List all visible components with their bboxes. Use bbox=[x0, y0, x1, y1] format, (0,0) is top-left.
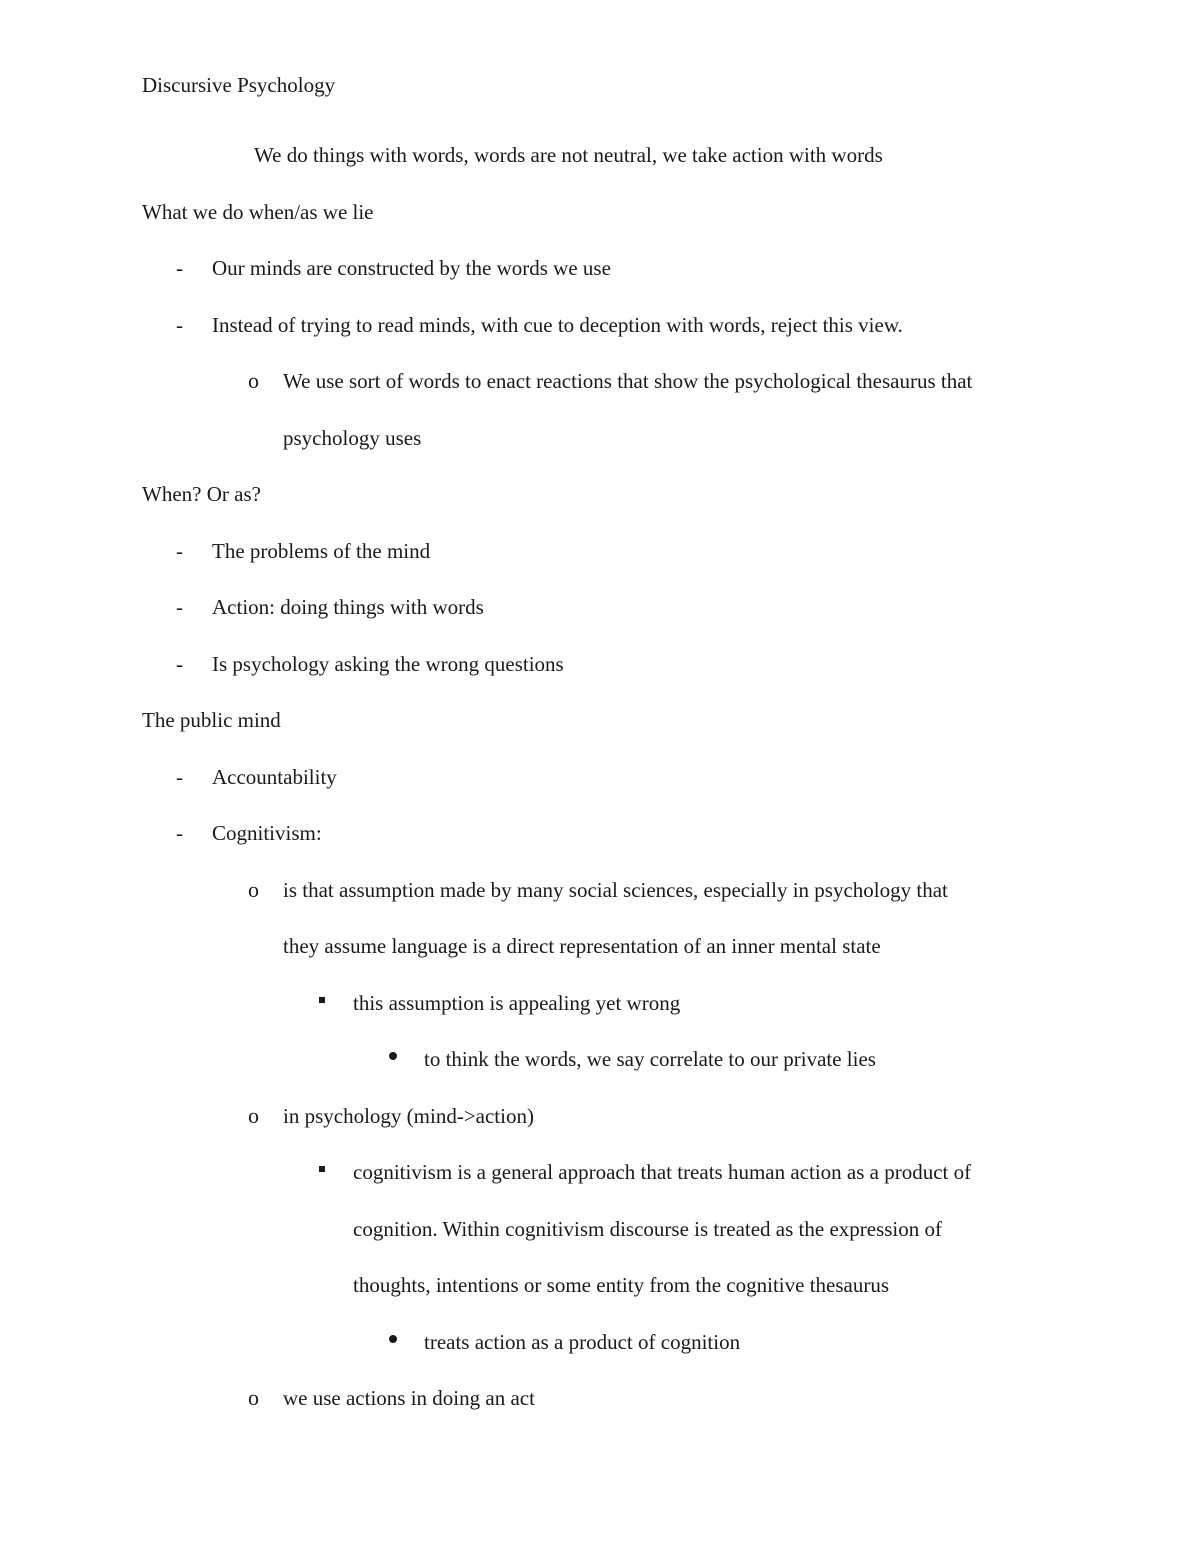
list-item: Our minds are constructed by the words we use bbox=[212, 256, 611, 280]
section-heading: When? Or as? bbox=[142, 482, 261, 506]
dash-bullet: - bbox=[176, 595, 183, 619]
square-bullet bbox=[319, 997, 325, 1003]
dash-bullet: - bbox=[176, 313, 183, 337]
list-item: in psychology (mind->action) bbox=[283, 1104, 534, 1128]
circle-bullet: o bbox=[248, 1103, 259, 1128]
list-item: cognitivism is a general approach that treats human action as a product of bbox=[353, 1160, 972, 1184]
square-bullet bbox=[319, 1166, 325, 1172]
circle-bullet: o bbox=[248, 368, 259, 393]
list-item-continuation: cognition. Within cognitivism discourse is treated as the expression of bbox=[353, 1217, 942, 1241]
list-item: Cognitivism: bbox=[212, 821, 322, 845]
document-title: Discursive Psychology bbox=[142, 73, 336, 97]
dash-bullet: - bbox=[176, 652, 183, 676]
circle-bullet: o bbox=[248, 1385, 259, 1410]
list-item: treats action as a product of cognition bbox=[424, 1330, 741, 1354]
list-item: Accountability bbox=[212, 765, 337, 789]
dash-bullet: - bbox=[176, 821, 183, 845]
list-item: Action: doing things with words bbox=[212, 595, 484, 619]
round-bullet bbox=[389, 1335, 397, 1343]
list-item: Is psychology asking the wrong questions bbox=[212, 652, 564, 676]
dash-bullet: - bbox=[176, 539, 183, 563]
list-item: Instead of trying to read minds, with cue to deception with words, reject this view. bbox=[212, 313, 903, 337]
list-item-continuation: they assume language is a direct representation of an inner mental state bbox=[283, 934, 881, 958]
circle-bullet: o bbox=[248, 877, 259, 902]
dash-bullet: - bbox=[176, 256, 183, 280]
round-bullet bbox=[389, 1052, 397, 1060]
section-heading: What we do when/as we lie bbox=[142, 200, 374, 224]
list-item: to think the words, we say correlate to our private lies bbox=[424, 1047, 876, 1071]
list-item: this assumption is appealing yet wrong bbox=[353, 991, 681, 1015]
list-item: We use sort of words to enact reactions that show the psychological thesaurus that bbox=[283, 369, 973, 393]
list-item-continuation: thoughts, intentions or some entity from the cognitive thesaurus bbox=[353, 1273, 890, 1297]
section-heading: The public mind bbox=[142, 708, 281, 732]
list-item: is that assumption made by many social sciences, especially in psychology that bbox=[283, 878, 948, 902]
document-subtitle: We do things with words, words are not neutral, we take action with words bbox=[254, 143, 883, 167]
list-item: we use actions in doing an act bbox=[283, 1386, 535, 1410]
list-item-continuation: psychology uses bbox=[283, 426, 422, 450]
list-item: The problems of the mind bbox=[212, 539, 431, 563]
dash-bullet: - bbox=[176, 765, 183, 789]
